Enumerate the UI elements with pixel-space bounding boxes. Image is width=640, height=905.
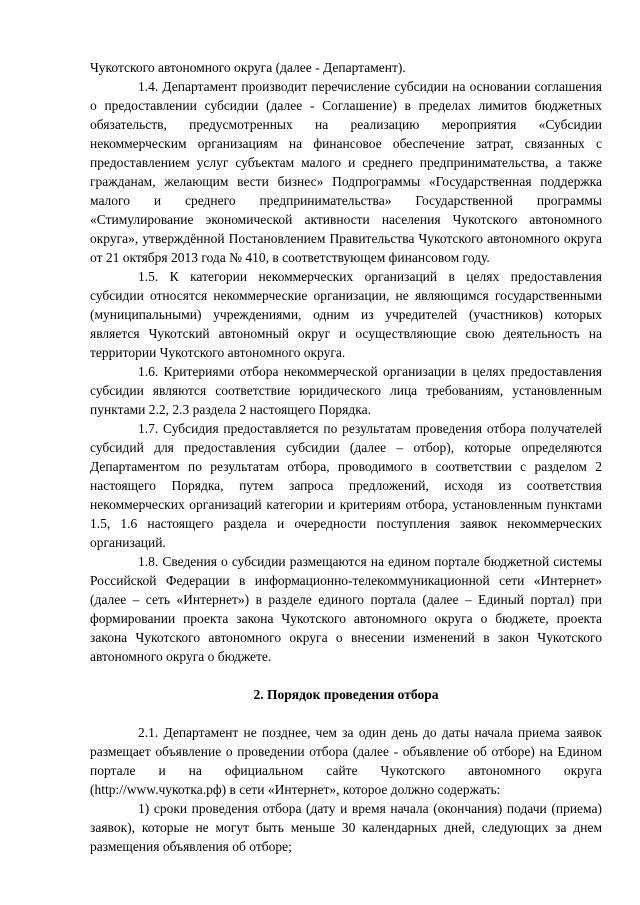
paragraph-1-5: 1.5. К категории некоммерческих организаций в целях предоставления субсидии относятся некоммерческие организации, не являющимся государственными (муниципальными) учреждениями, одним из учредителей (участников) которых является Чукотский автономный округ и осуществляющие свою деятельность на территории Чукотского автономного округа. (90, 269, 602, 360)
paragraph-1-6: 1.6. Критериями отбора некоммерческой организации в целях предоставления субсидии являются соответствие юридического лица требованиям, установленным пунктами 2.2, 2.3 раздела 2 настоящего Порядка. (90, 364, 602, 417)
document-page (90, 58, 602, 856)
paragraph-1-8: 1.8. Сведения о субсидии размещаются на едином портале бюджетной системы Российской Федерации в информационно-телекоммуникационной сети «Интернет» (далее – сеть «Интернет») в разделе единого портала (далее – Единый портал) при формировании проекта закона Чукотского автономного округа о бюджете, проекта закона Чукотского автономного округа о внесении изменений в закон Чукотского автономного округа о бюджете. (90, 554, 602, 664)
list-item-1: 1) сроки проведения отбора (дату и время начала (окончания) подачи (приема) заявок), которые не могут быть меньше 30 календарных дней, следующих за днем размещения объявления об отборе; (90, 801, 602, 854)
paragraph-continuation: Чукотского автономного округа (далее - Департамент). (90, 60, 406, 75)
paragraph-1-4: 1.4. Департамент производит перечисление субсидии на основании соглашения о предоставлении субсидии (далее - Соглашение) в пределах лимитов бюджетных обязательств, предусмотренных на реализацию мероприятия «Субсидии некоммерческим организациям на финансовое обеспечение затрат, связанных с предоставлением услуг субъектам малого и среднего предпринимательства, а также гражданам, желающим вести бизнес» Подпрограммы «Государственная поддержка малого и среднего предпринимательства» Государственной программы «Стимулирование экономической активности населения Чукотского автономного округа», утверждённой Постановлением Правительства Чукотского автономного округа от 21 октября 2013 года № 410, в соответствующем финансовом году. (90, 79, 602, 265)
paragraph-1-7: 1.7. Субсидия предоставляется по результатам проведения отбора получателей субсидий для предоставления субсидии (далее – отбор), которые определяются Департаментом по результатам отбора, проводимого в соответствии с разделом 2 настоящего Порядка, путем запроса предложений, исходя из соответствия некоммерческих организаций категории и критериям отбора, установленным пунктами 1.5, 1.6 настоящего раздела и очередности поступления заявок некоммерческих организаций. (90, 421, 602, 550)
section-2-heading: 2. Порядок проведения отбора (253, 687, 439, 702)
paragraph-2-1: 2.1. Департамент не позднее, чем за один день до даты начала приема заявок размещает объявление о проведении отбора (далее - объявление об отборе) на Едином портале и на официальном сайте Чукотского автономного округа (http://www.чукотка.рф) в сети «Интернет», которое должно содержать: (90, 725, 602, 797)
